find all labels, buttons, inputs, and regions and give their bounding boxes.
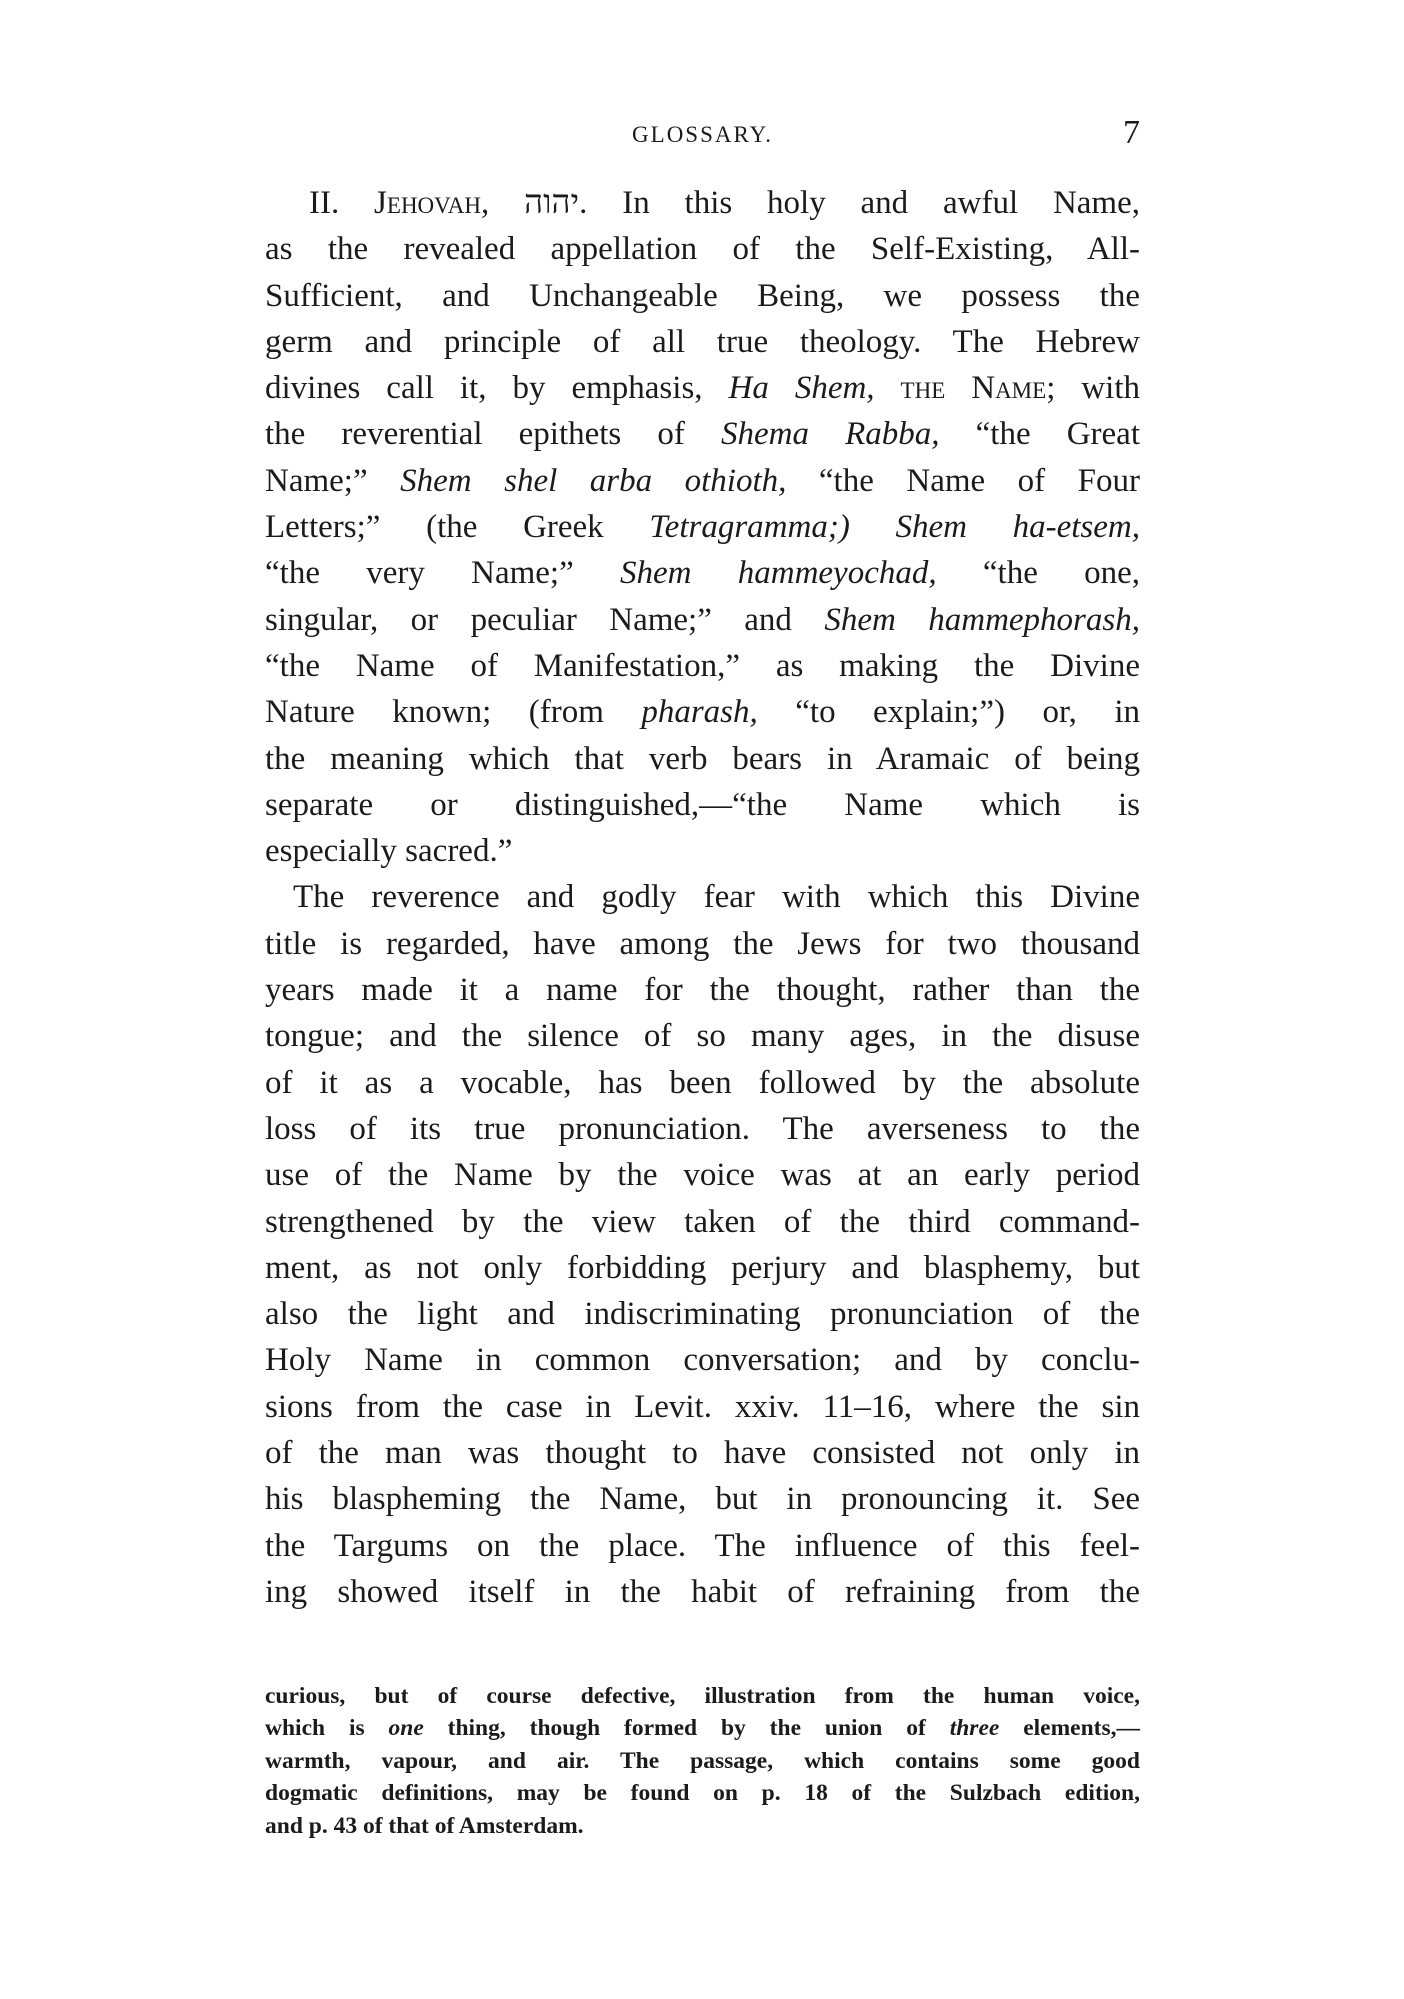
footnote-line: warmth, vapour, and air. The passage, which contains some good: [265, 1747, 1140, 1774]
text-line: separate or distinguished,—“the Name which is: [265, 786, 1140, 823]
text-line: years made it a name for the thought, rather than the: [265, 972, 1140, 1009]
text-line: the meaning which that verb bears in Aramaic of being: [265, 740, 1140, 777]
text-line: also the light and indiscriminating pronunciation of the: [265, 1296, 1140, 1333]
page-number: 7: [1123, 114, 1140, 151]
text-line: as the revealed appellation of the Self-Existing, All-: [265, 231, 1140, 268]
running-head: [265, 114, 1140, 154]
text-line: “the very Name;” Shem hammeyochad, “the one,: [265, 555, 1140, 592]
text-line: germ and principle of all true theology. The Hebrew: [265, 323, 1140, 360]
text-line: Letters;” (the Greek Tetragramma;) Shem ha-etsem,: [265, 509, 1141, 546]
text-line: the Targums on the place. The influence of this feel-: [265, 1527, 1140, 1564]
text-line: divines call it, by emphasis, Ha Shem, the Name; with: [265, 370, 1141, 407]
text-line: Sufficient, and Unchangeable Being, we possess the: [265, 277, 1140, 314]
text-line: the reverential epithets of Shema Rabba, “the Great: [265, 416, 1140, 453]
text-line: singular, or peculiar Name;” and Shem hammephorash,: [265, 601, 1140, 638]
text-line: The reverence and godly fear with which this Divine: [293, 879, 1140, 916]
text-line: Name;” Shem shel arba othioth, “the Name of Four: [265, 462, 1141, 499]
text-line: ing showed itself in the habit of refraining from the: [265, 1573, 1140, 1610]
main-text: [265, 180, 1140, 1615]
text-line: loss of its true pronunciation. The averseness to the: [265, 1110, 1140, 1147]
text-line: sions from the case in Levit. xxiv. 11–16, where the sin: [265, 1388, 1140, 1425]
text-line: Holy Name in common conversation; and by conclu-: [265, 1342, 1140, 1379]
text-line: II. Jehovah, יהוה. In this holy and awful Name,: [309, 185, 1140, 221]
text-line: use of the Name by the voice was at an early period: [265, 1157, 1140, 1194]
text-line: strengthened by the view taken of the third command-: [265, 1203, 1140, 1240]
text-line: ment, as not only forbidding perjury and blasphemy, but: [265, 1249, 1140, 1286]
text-line: of the man was thought to have consisted not only in: [265, 1435, 1140, 1472]
text-line: of it as a vocable, has been followed by the absolute: [265, 1064, 1140, 1101]
text-line: especially sacred.”: [265, 833, 513, 870]
text-line: title is regarded, have among the Jews for two thousand: [265, 925, 1140, 962]
text-line: tongue; and the silence of so many ages, in the disuse: [265, 1018, 1140, 1055]
text-line: his blaspheming the Name, but in pronouncing it. See: [265, 1481, 1140, 1518]
footnote-line: which is one thing, though formed by the union of three elements,—: [265, 1715, 1140, 1742]
footnote-line: curious, but of course defective, illustration from the human voice,: [265, 1683, 1140, 1709]
footnote-line: dogmatic definitions, may be found on p. 18 of the Sulzbach edition,: [265, 1780, 1140, 1807]
text-line: Nature known; (from pharash, “to explain;”) or, in: [265, 694, 1141, 731]
footnote-line: and p. 43 of that of Amsterdam.: [265, 1812, 584, 1839]
running-title: GLOSSARY.: [632, 122, 773, 147]
footnote: [265, 1680, 1140, 1842]
text-line: “the Name of Manifestation,” as making the Divine: [265, 647, 1140, 684]
